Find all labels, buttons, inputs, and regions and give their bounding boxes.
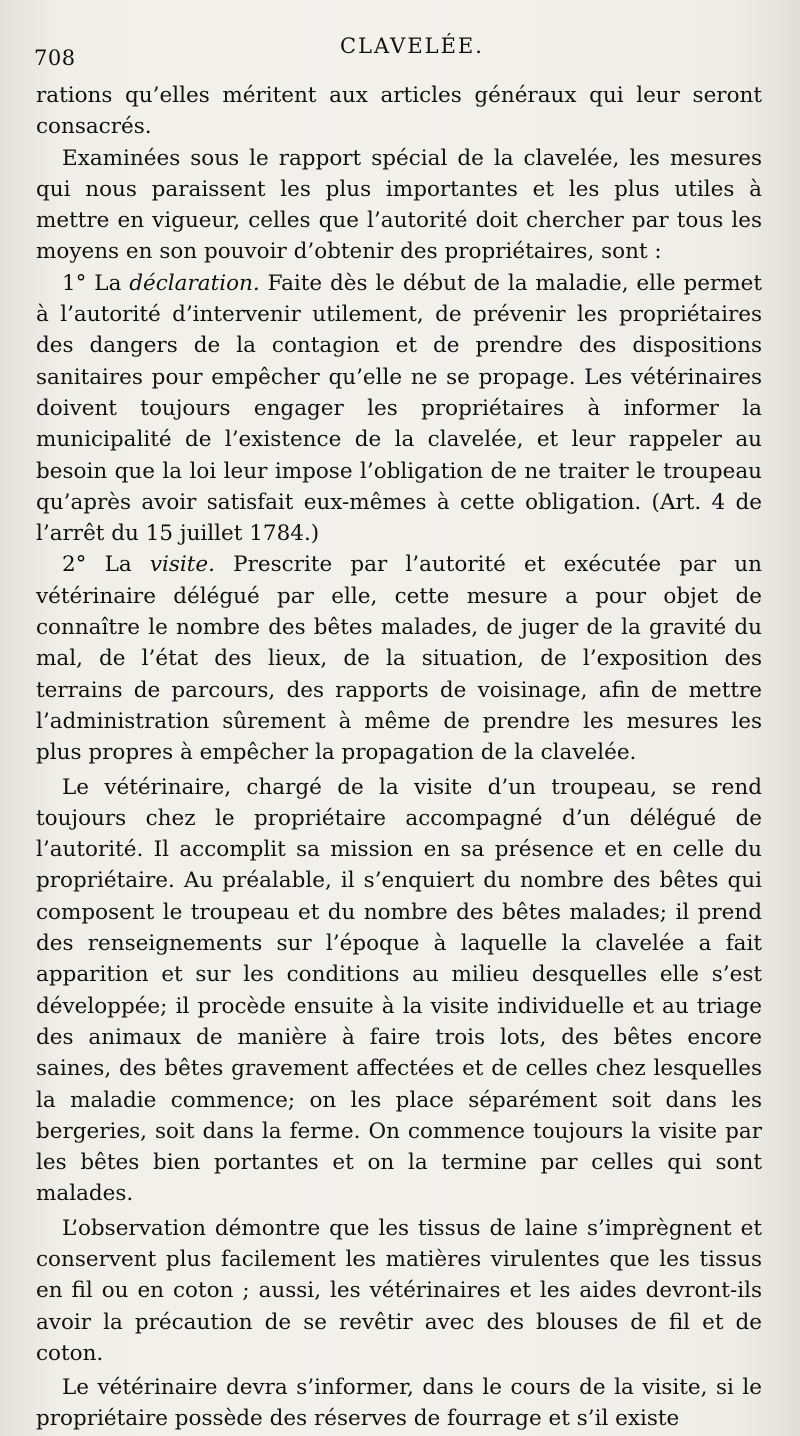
item-lead: 2° La [62,552,150,578]
paragraph-text: Prescrite par l’autorité et exécutée par un vétérinaire délégué par elle, cette mesure a pour objet de connaître le nombre des bêtes malades, de juger de la gravité du mal, de l’état des lieux, de la situation, de l’exposition des terrains de parcours, des rapports de voisinage, afin de mettre l’administration sûrement à même de prendre les mesures les plus propres à empêcher la propagation de la clavelée. [36,552,762,766]
paragraph-tissus [36,1213,762,1369]
page-header [34,34,760,74]
running-title: CLAVELÉE. [340,34,484,58]
item-lead: 1° La [62,270,130,296]
paragraph-text: Examinées sous le rapport spécial de la clavelée, les mesures qui nous paraissent les plus importantes et les plus utiles à mettre en vigueur, celles que l’autorité doit chercher par tous les moyens en son pouvoir d’obtenir des propriétaires, sont : [36,145,762,265]
paragraph-text: Le vétérinaire devra s’informer, dans le cours de la visite, si le propriétaire possède des réserves de fourrage et s’il existe [36,1375,762,1432]
paragraph-continuation [36,80,762,143]
paragraph-text: Le vétérinaire, chargé de la visite d’un troupeau, se rend toujours chez le propriétaire accompagné d’un délégué de l’autorité. Il accomplit sa mission en sa présence et en celle du propriétaire. Au préalable, il s’enquiert du nombre des bêtes qui composent le troupeau et du nombre des bêtes malades; il prend des renseignements sur l’époque à laquelle la clavelée a fait apparition et sur les conditions au milieu desquelles elle s’est développée; il procède ensuite à la visite individuelle et au triage des animaux de manière à faire trois lots, des bêtes encore saines, des bêtes gravement affectées et de celles chez lesquelles la maladie commence; on les place séparément soit dans les bergeries, soit dans la ferme. On commence toujours la visite par les bêtes bien portantes et on la termine par celles qui sont malades. [36,774,762,1207]
paragraph-visite [36,549,762,768]
paragraph-veterinaire-visite [36,772,762,1210]
paragraph-declaration [36,268,762,550]
paragraph-measures-intro [36,143,762,268]
paragraph-text: Faite dès le début de la maladie, elle permet à l’autorité d’intervenir utilement, de prévenir les propriétaires des dangers de la contagion et de prendre des dispositions sanitaires pour empêcher qu’elle ne se propage. Les vétérinaires doivent toujours engager les propriétaires à informer la municipalité de l’existence de la clavelée, et leur rappeler au besoin que la loi leur impose l’obligation de ne traiter le troupeau qu’après avoir satisfait eux-mêmes à cette obligation. (Art. 4 de l’arrêt du 15 juillet 1784.) [36,270,762,547]
body-text [36,80,762,1435]
item-heading-italic: visite. [149,552,215,578]
paragraph-text: rations qu’elles méritent aux articles généraux qui leur seront consacrés. [36,83,762,140]
paragraph-text: L’observation démontre que les tissus de laine s’imprègnent et conservent plus facilement les matières virulentes que les tissus en fil ou en coton ; aussi, les vétérinaires et les aides devront-ils avoir la précaution de se revêtir avec des blouses de fil et de coton. [36,1215,762,1366]
item-heading-italic: déclaration. [129,270,260,296]
page-number: 708 [34,46,76,70]
paragraph-fourrage [36,1372,762,1435]
